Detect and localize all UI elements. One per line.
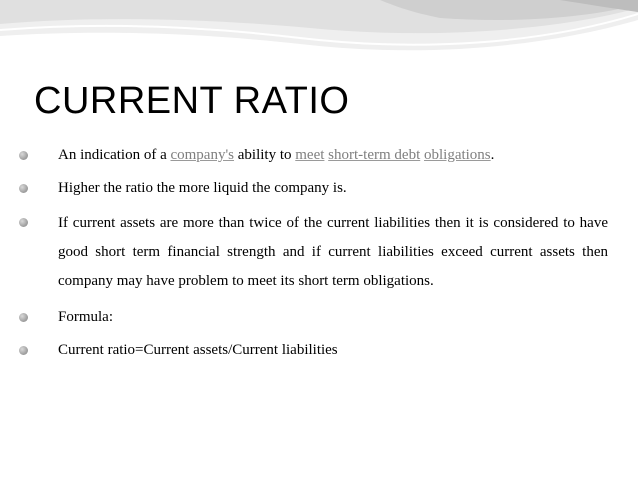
bullet-dot-icon [19, 313, 28, 322]
bullet-dot-icon [19, 346, 28, 355]
bullet-item [18, 143, 608, 167]
link-companys[interactable]: company's [170, 147, 235, 163]
bullet-item [18, 209, 608, 296]
bullet-dot-icon [19, 151, 28, 160]
header-swoosh-decoration [0, 0, 638, 70]
bullet-text-joiner: ability to [234, 147, 296, 163]
slide-title: CURRENT RATIO [34, 80, 350, 122]
bullet-text: Current ratio=Current assets/Current liabilities [58, 342, 338, 358]
link-meet[interactable]: meet [295, 147, 325, 163]
bullet-item [18, 305, 608, 329]
bullet-dot-icon [19, 218, 28, 227]
bullet-dot-icon [19, 184, 28, 193]
link-short-term-debt[interactable]: short-term debt [328, 147, 421, 163]
link-obligations[interactable]: obligations [423, 147, 491, 163]
bullet-text: Formula: [58, 309, 113, 325]
bullet-text-suffix: . [490, 147, 495, 163]
bullet-item [18, 338, 608, 362]
bullet-text: If current assets are more than twice of the current liabilities then it is considered to have good short term financial strength and if current liabilities exceed current assets then company may have problem to meet its short term obligations. [58, 215, 608, 289]
bullet-text: Higher the ratio the more liquid the company is. [58, 180, 347, 196]
bullet-list [18, 143, 608, 362]
bullet-text-prefix: An indication of a [58, 147, 171, 163]
bullet-item [18, 176, 608, 200]
